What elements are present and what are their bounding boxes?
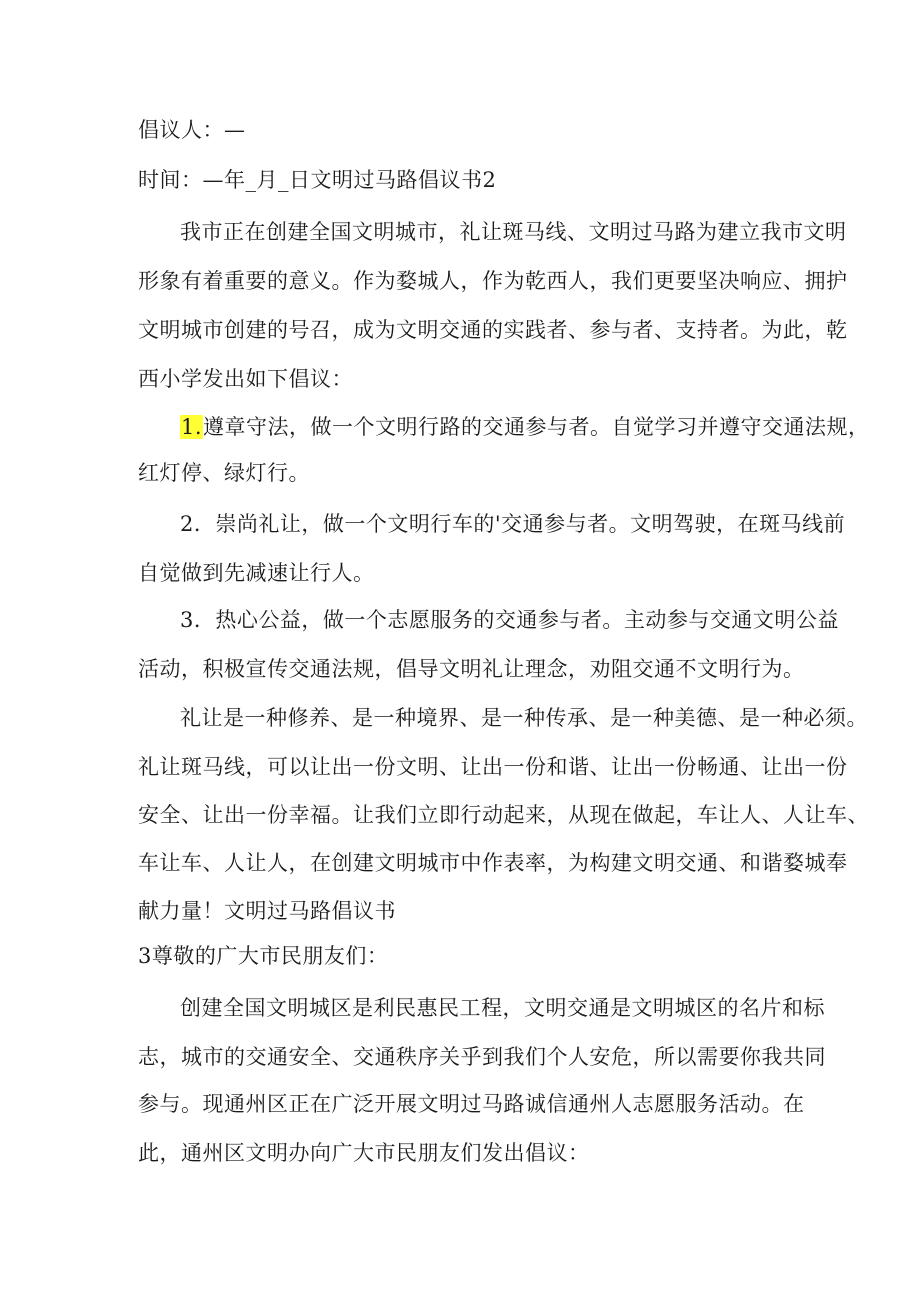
paragraph-line: 此，通州区文明办向广大市民朋友们发出倡议： [138, 1141, 590, 1165]
paragraph-line: 创建全国文明城区是利民惠民工程，文明交通是文明城区的名片和标 [180, 996, 825, 1020]
salutation-line: 3尊敬的广大市民朋友们： [138, 944, 389, 968]
list-item-2: 2．崇尚礼让，做一个文明行车的'交通参与者。文明驾驶，在斑马线前 [180, 512, 846, 536]
paragraph-line: 红灯停、绿灯行。 [138, 461, 310, 485]
paragraph-line: 志，城市的交通安全、交通秩序关乎到我们个人安危，所以需要你我共同 [138, 1045, 826, 1069]
paragraph-line: 西小学发出如下倡议： [138, 367, 353, 391]
list-item-1 [180, 417, 870, 438]
list-item-text: 遵章守法，做一个文明行路的交通参与者。自觉学习并遵守交通法规， [203, 415, 870, 439]
paragraph-line: 礼让是一种修养、是一种境界、是一种传承、是一种美德、是一种必须。 [180, 706, 868, 730]
paragraph-line: 礼让斑马线，可以让出一份文明、让出一份和谐、让出一份畅通、让出一份 [138, 755, 848, 779]
proposer-line: 倡议人：— [138, 118, 246, 142]
paragraph-line: 献力量！文明过马路倡议书 [138, 899, 396, 923]
highlighted-number: 1. [181, 415, 203, 439]
date-title-line: 时间：—年_月_日文明过马路倡议书2 [138, 168, 497, 192]
paragraph-line: 自觉做到先减速让行人。 [138, 561, 375, 585]
paragraph-line: 车让车、人让人，在创建文明城市中作表率，为构建文明交通、和谐婺城奉 [138, 851, 848, 875]
paragraph-line: 参与。现通州区正在广泛开展文明过马路诚信通州人志愿服务活动。在 [138, 1092, 805, 1116]
paragraph-line: 活动，积极宣传交通法规，倡导文明礼让理念，劝阻交通不文明行为。 [138, 657, 805, 681]
paragraph-line: 我市正在创建全国文明城市，礼让斑马线、文明过马路为建立我市文明 [180, 220, 847, 244]
list-item-3: 3．热心公益，做一个志愿服务的交通参与者。主动参与交通文明公益 [180, 608, 839, 632]
paragraph-line: 安全、让出一份幸福。让我们立即行动起来，从现在做起，车让人、人让车、 [138, 803, 869, 827]
paragraph-line: 文明城市创建的号召，成为文明交通的实践者、参与者、支持者。为此，乾 [138, 318, 848, 342]
paragraph-line: 形象有着重要的意义。作为婺城人，作为乾西人，我们更要坚决响应、拥护 [138, 269, 848, 293]
